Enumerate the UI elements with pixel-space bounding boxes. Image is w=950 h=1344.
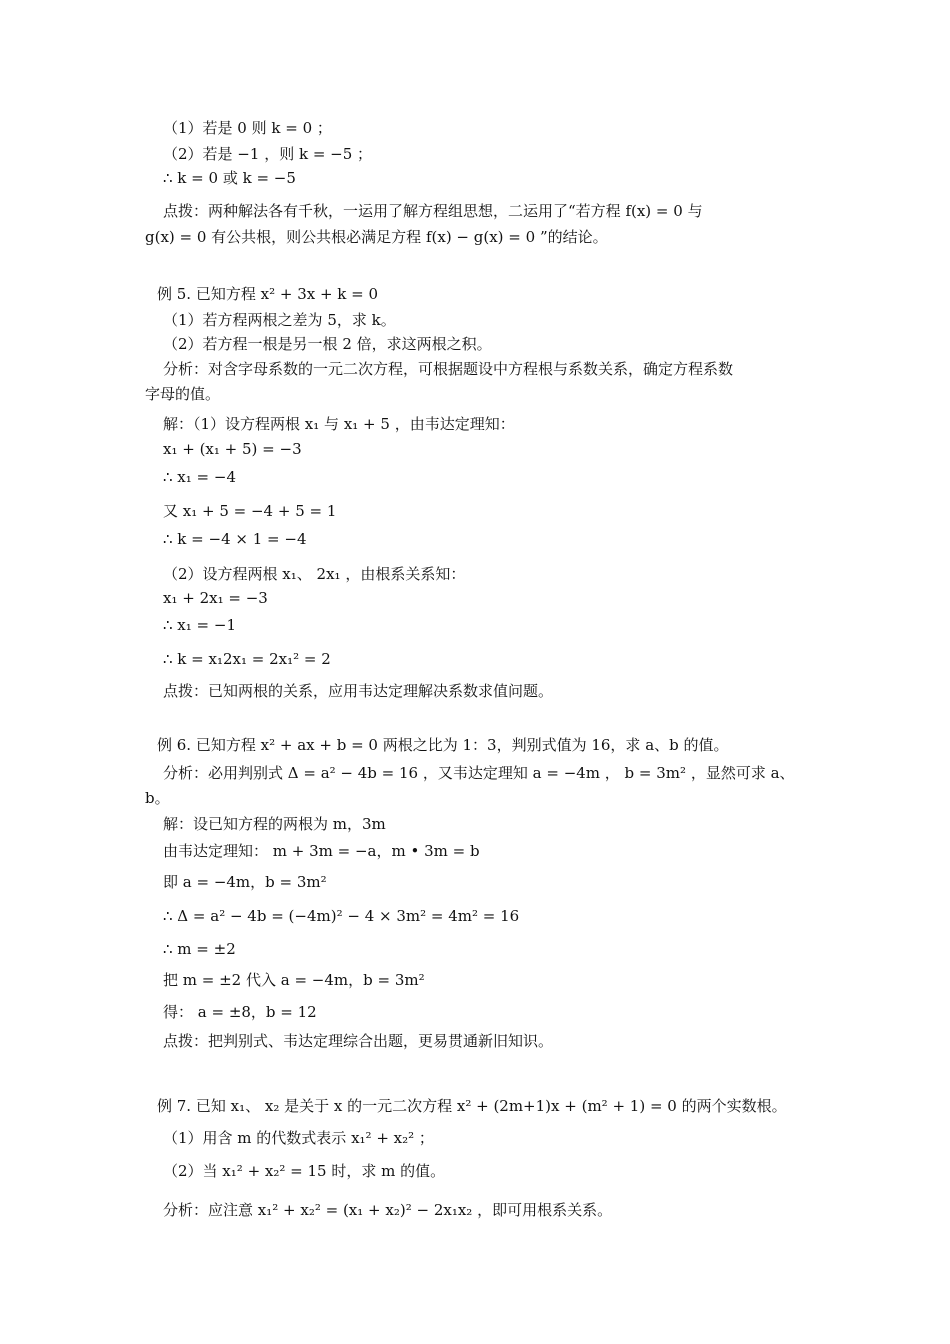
formula-line: x₁ + (x₁ + 5) = −3 — [163, 440, 302, 458]
formula-line: 又 x₁ + 5 = −4 + 5 = 1 — [163, 502, 337, 520]
formula-line: ∴ x₁ = −4 — [163, 468, 237, 486]
text-line: 点拨：把判别式、韦达定理综合出题，更易贯通新旧知识。 — [163, 1032, 554, 1050]
formula-line: 由韦达定理知： m + 3m = −a，m • 3m = b — [163, 842, 480, 860]
text-line: （1）若是 0 则 k = 0 ； — [163, 119, 332, 137]
formula-line: ∴ m = ±2 — [163, 940, 236, 958]
formula-line: 得： a = ±8，b = 12 — [163, 1003, 317, 1021]
example-heading: 例 5. 已知方程 x² + 3x + k = 0 — [157, 285, 379, 303]
formula-line: 把 m = ±2 代入 a = −4m，b = 3m² — [163, 971, 425, 989]
text-line: （2）若方程一根是另一根 2 倍，求这两根之积。 — [163, 335, 492, 353]
formula-line: ∴ k = −4 × 1 = −4 — [163, 530, 307, 548]
text-line: （1）用含 m 的代数式表示 x₁² + x₂² ； — [163, 1129, 434, 1147]
text-line: 分析：对含字母系数的一元二次方程，可根据题设中方程根与系数关系，确定方程系数 — [163, 360, 734, 378]
formula-line: x₁ + 2x₁ = −3 — [163, 589, 268, 607]
text-line: 点拨：已知两根的关系，应用韦达定理解决系数求值问题。 — [163, 682, 554, 700]
text-line: （2）当 x₁² + x₂² = 15 时，求 m 的值。 — [163, 1162, 446, 1180]
text-line: （2）若是 −1 ，则 k = −5 ； — [163, 145, 373, 163]
text-line: 分析：必用判别式 Δ = a² − 4b = 16 ，又韦达定理知 a = −4m ， b = 3m² ，显然可求 a、 — [163, 764, 795, 782]
example-heading: 例 7. 已知 x₁、 x₂ 是关于 x 的一元二次方程 x² + (2m+1)x + (m² + 1) = 0 的两个实数根。 — [157, 1097, 787, 1115]
text-line: 解：设已知方程的两根为 m，3m — [163, 815, 386, 833]
formula-line: ∴ k = x₁2x₁ = 2x₁² = 2 — [163, 650, 331, 668]
text-line: （1）若方程两根之差为 5，求 k。 — [163, 311, 396, 329]
text-line: b。 — [145, 789, 170, 807]
text-line: ∴ k = 0 或 k = −5 — [163, 169, 296, 187]
formula-line: 即 a = −4m，b = 3m² — [163, 873, 327, 891]
text-line: 字母的值。 — [145, 385, 221, 403]
example-heading: 例 6. 已知方程 x² + ax + b = 0 两根之比为 1：3，判别式值为 16，求 a、b 的值。 — [157, 736, 729, 754]
text-line: 分析：应注意 x₁² + x₂² = (x₁ + x₂)² − 2x₁x₂ ，即可用根系关系。 — [163, 1201, 613, 1219]
text-line: 点拨：两种解法各有千秋，一运用了解方程组思想，二运用了“若方程 f(x) = 0 与 — [163, 202, 703, 220]
formula-line: ∴ Δ = a² − 4b = (−4m)² − 4 × 3m² = 4m² = 16 — [163, 907, 520, 925]
text-line: 解：（1）设方程两根 x₁ 与 x₁ + 5 ，由韦达定理知： — [163, 415, 515, 433]
formula-line: ∴ x₁ = −1 — [163, 616, 237, 634]
text-line: （2）设方程两根 x₁、 2x₁ ，由根系关系知： — [163, 565, 466, 583]
text-line: g(x) = 0 有公共根，则公共根必满足方程 f(x) − g(x) = 0 ”的结论。 — [145, 228, 608, 246]
